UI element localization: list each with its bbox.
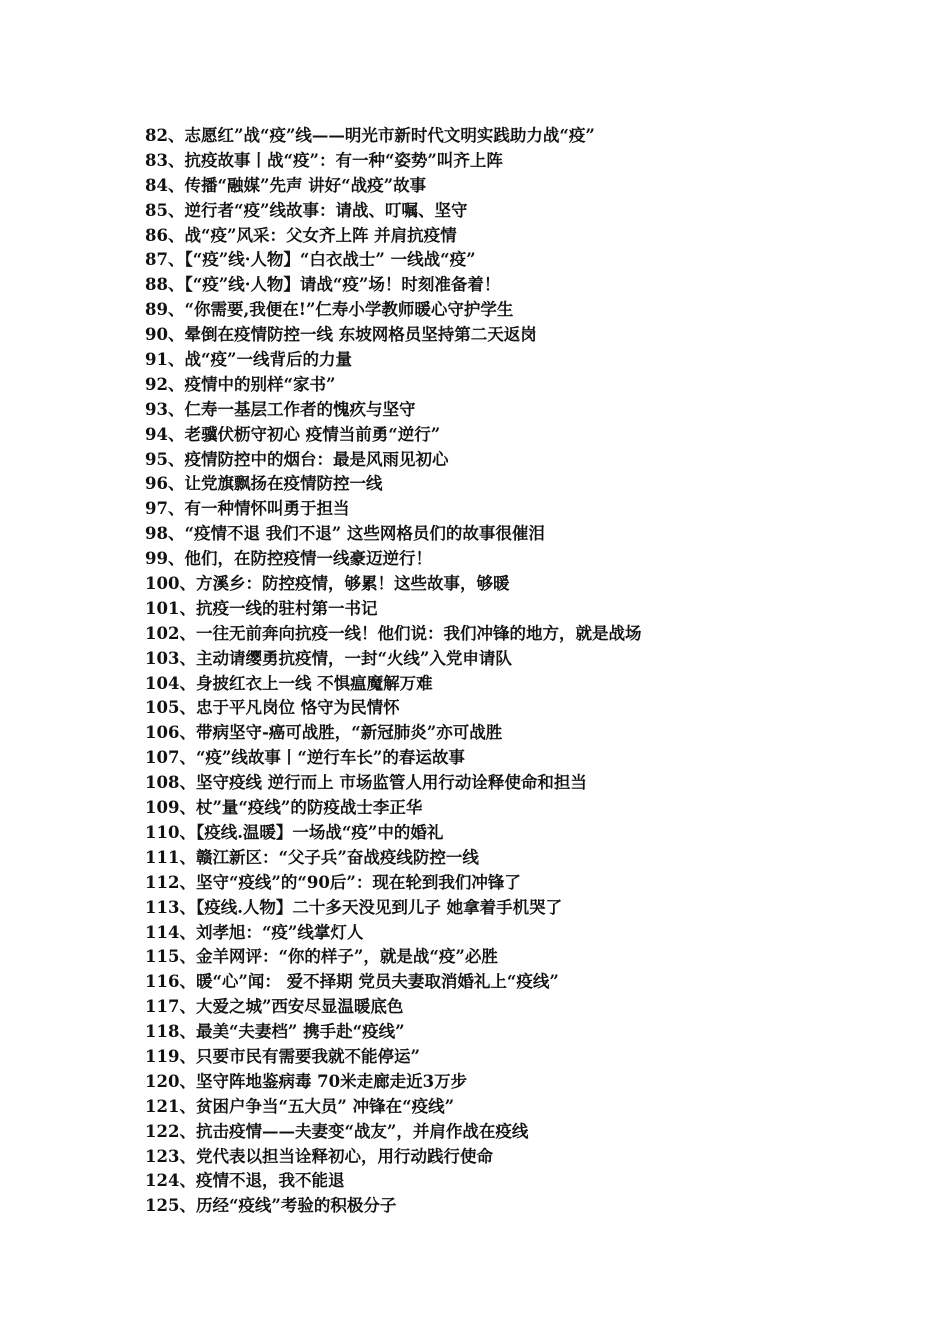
list-item: 111、赣江新区：“父子兵”奋战疫线防控一线 (145, 847, 479, 867)
list-item: 101、抗疫一线的驻村第一书记 (145, 598, 378, 618)
list-item: 117、大爱之城”西安尽显温暖底色 (145, 997, 404, 1017)
list-item: 97、有一种情怀叫勇于担当 (145, 499, 350, 519)
article-title-list (145, 124, 925, 1219)
list-item: 96、让党旗飘扬在疫情防控一线 (145, 474, 383, 494)
list-item: 92、疫情中的别样“家书” (145, 374, 336, 394)
list-item: 119、只要市民有需要我就不能停运” (145, 1046, 420, 1066)
list-item: 105、忠于平凡岗位 恪守为民情怀 (145, 698, 400, 718)
list-item: 99、他们，在防控疫情一线豪迈逆行！ (145, 549, 432, 569)
list-item: 115、金羊网评：“你的样子”，就是战“疫”必胜 (145, 947, 498, 967)
list-item: 108、坚守疫线 逆行而上 市场监管人用行动诠释使命和担当 (145, 773, 587, 793)
list-item: 89、“你需要,我便在!”仁寿小学教师暖心守护学生 (145, 300, 514, 320)
list-item: 116、暖“心”闻： 爱不择期 党员夫妻取消婚礼上“疫线” (145, 972, 559, 992)
list-item: 84、传播“融媒”先声 讲好“战疫”故事 (145, 175, 427, 195)
list-item: 122、抗击疫情——夫妻变“战友”，并肩作战在疫线 (145, 1121, 529, 1141)
list-item: 94、老骥伏枥守初心 疫情当前勇“逆行” (145, 424, 441, 444)
list-item: 87、【“疫”线·人物】“白衣战士” 一线战“疫” (145, 250, 476, 270)
list-item: 118、最美“夫妻档” 携手赴“疫线” (145, 1022, 405, 1042)
list-item: 110、【疫线.温暖】一场战“疫”中的婚礼 (145, 822, 444, 842)
list-item: 109、杖”量“疫线”的防疫战士李正华 (145, 798, 423, 818)
list-item: 103、主动请缨勇抗疫情，一封“火线”入党申请队 (145, 648, 512, 668)
list-item: 93、仁寿一基层工作者的愧疚与坚守 (145, 399, 416, 419)
list-item: 120、坚守阵地鉴病毒 70米走廊走近3万步 (145, 1071, 468, 1091)
list-item: 104、身披红衣上一线 不惧瘟魔解万难 (145, 673, 433, 693)
list-item: 90、晕倒在疫情防控一线 东坡网格员坚持第二天返岗 (145, 325, 537, 345)
list-item: 114、刘孝旭：“疫”线掌灯人 (145, 922, 364, 942)
list-item: 107、“疫”线故事丨“逆行车长”的春运故事 (145, 748, 465, 768)
list-item: 86、战“疫”风采：父女齐上阵 并肩抗疫情 (145, 225, 457, 245)
list-item: 125、历经“疫线”考验的积极分子 (145, 1196, 397, 1216)
list-item: 106、带病坚守-癌可战胜，“新冠肺炎”亦可战胜 (145, 723, 503, 743)
list-item: 102、一往无前奔向抗疫一线！他们说：我们冲锋的地方，就是战场 (145, 623, 642, 643)
list-item: 95、疫情防控中的烟台：最是风雨见初心 (145, 449, 449, 469)
list-item: 113、【疫线.人物】二十多天没见到儿子 她拿着手机哭了 (145, 897, 563, 917)
list-item: 100、方溪乡：防控疫情，够累！这些故事，够暖 (145, 574, 510, 594)
list-item: 98、“疫情不退 我们不退” 这些网格员们的故事很催泪 (145, 524, 545, 544)
list-item: 85、逆行者“疫”线故事：请战、叮嘱、坚守 (145, 200, 468, 220)
list-item: 83、抗疫故事丨战“疫”：有一种“姿势”叫齐上阵 (145, 150, 503, 170)
list-item: 121、贫困户争当“五大员” 冲锋在“疫线” (145, 1096, 455, 1116)
list-item: 82、志愿红”战“疫”线——明光市新时代文明实践助力战“疫” (145, 126, 595, 145)
list-item: 123、党代表以担当诠释初心，用行动践行使命 (145, 1146, 493, 1166)
list-item: 112、坚守“疫线”的“90后”：现在轮到我们冲锋了 (145, 872, 521, 892)
list-item: 88、【“疫”线·人物】请战“疫”场！时刻准备着！ (145, 275, 501, 295)
list-item: 91、战“疫”一线背后的力量 (145, 350, 352, 370)
list-item: 124、疫情不退，我不能退 (145, 1171, 345, 1191)
